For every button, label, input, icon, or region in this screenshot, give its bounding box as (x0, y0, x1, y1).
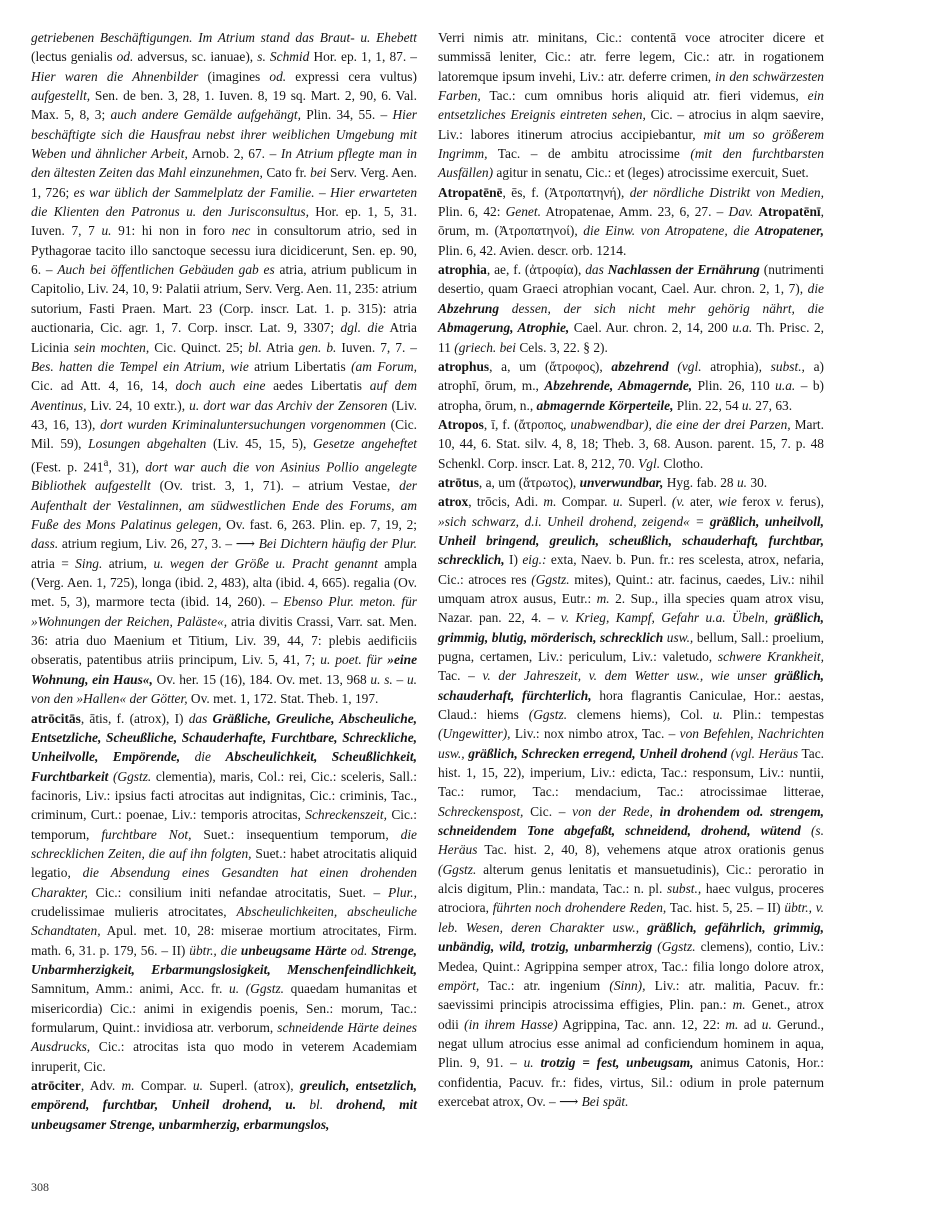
dictionary-entry: atrox, trōcis, Adi. m. Compar. u. Superl. (v. ater, wie ferox v. ferus), »sich schwarz, d.i. Unheil drohend, zeigend« = gräßlich, unheilvoll, Unheil bringend, greulich, scheußlich, schauderhaft, furchtbar, schrecklich, I) eig.: exta, Naev. b. Pun. fr.: res scelesta, atrox, nefaria, Cic.: atroces res (Ggstz. mites), Quint.: atr. facinus, caedes, Liv.: nihil umquam atrox ausus, Eutr.: m. 2. Sup., illa species quam atrox visu, Nazar. pan. 22, 4. – v. Krieg, Kampf, Gefahr u.a. Übeln, gräßlich, grimmig, blutig, mörderisch, schrecklich usw., bellum, Sall.: proelium, pugna, certamen, Liv.: periculum, Liv.: valetudo, schwere Krankheit, Tac. – v. der Jahreszeit, v. dem Wetter usw., wie unser gräßlich, schauderhaft, fürchterlich, hora flagrantis Caniculae, Hor.: aestas, Claud.: hiems (Ggstz. clemens hiems), Col. u. Plin.: tempestas (Ungewitter), Liv.: nox nimbo atrox, Tac. – von Befehlen, Nachrichten usw., gräßlich, Schrecken erregend, Unheil drohend (vgl. Heräus Tac. hist. 1, 15, 22), imperium, Liv.: edicta, Tac.: responsum, Liv.: nuntii, Tac.: rumor, Tac.: mendacium, Tac.: atrocissimae litterae, Schreckenspost, Cic. – von der Rede, in drohendem od. strengem, schneidendem Tone abgefaßt, schneidend, drohend, wütend (s. Heräus Tac. hist. 2, 40, 8), vehemens atque atrox orationis genus (Ggstz. alterum genus lenitatis et mansuetudinis), Cic.: peroratio in alcis digitum, Plin.: mandata, Tac.: n. pl. subst., haec vulgus, proceres atrociora, führten noch drohendere Reden, Tac. hist. 5, 25. – II) übtr., v. leb. Wesen, deren Charakter usw., gräßlich, gefährlich, grimmig, unbändig, wild, trotzig, unbarmherzig (Ggstz. clemens), contio, Liv.: Medea, Quint.: Agrippina semper atrox, Tac.: filia longo dolore atrox, empört, Tac.: atr. ingenium (Sinn), Liv.: atr. malitia, Pacuv. fr.: saevissimi principis atrocissima effigies, Plin. pan.: m. Genet., atrox odii (in ihrem Hasse) Agrippina, Tac. ann. 12, 22: m. ad u. Gerund., negat ullum atrocius esse animal ad conficiendum hominem in aqua, Plin. 9, 91. – u. trotzig = fest, unbeugsam, animus Catonis, Hor.: confidentia, Pacuv. fr.: fides, virtus, Sil.: odium in prole paternum exercebat atrox, Ov. – ⟶ Bei spät. (438, 494, 825, 1109)
right-column (438, 28, 824, 1111)
dictionary-entry: atrōciter, Adv. m. Compar. u. Superl. (atrox), greulich, entsetzlich, empörend, furchtbar, Unheil drohend, u. bl. drohend, mit unbeugsamer Strenge, unbarmherzig, erbarmungslos, (31, 1078, 417, 1132)
dictionary-entry: atrophia, ae, f. (ἀτροφία), das Nachlassen der Ernährung (nutrimenti desertio, quam Graeci atrophian vocant, Cael. Aur. chron. 2, 1, 7), die Abzehrung dessen, der sich nicht mehr gehörig nährt, die Abmagerung, Atrophie, Cael. Aur. chron. 2, 14, 200 u.a. Th. Prisc. 2, 11 (griech. bei Cels. 3, 22. § 2). (438, 262, 825, 355)
left-column (31, 28, 417, 1134)
dictionary-entry: atrōcitās, ātis, f. (atrox), I) das Gräßliche, Greuliche, Abscheuliche, Entsetzliche, Scheußliche, Schauderhafte, Furchtbare, Schreckliche, Unheilvolle, Empörende, die Abscheulichkeit, Scheußlichkeit, Furchtbarkeit (Ggstz. clementia), maris, Col.: rei, Cic.: sceleris, Sall.: facinoris, Liv.: ipsius facti atrocitas aut indignitas, Cic.: criminis, Tac., criminum, Curt.: poenae, Liv.: temporis atrocitas, Schreckenszeit, Cic.: temporum, furchtbare Not, Suet.: insequentium temporum, die schrecklichen Zeiten, die auf ihn folgten, Suet.: habet atrocitatis aliquid legatio, die Absendung eines Gesandten hat einen drohenden Charakter, Cic.: consilium initi nefandae atrocitatis, Suet. – Plur., crudelissimae mulieris atrocitates, Abscheulichkeiten, abscheuliche Schandtaten, Apul. met. 10, 28: miserae mortium atrocitates, Firm. math. 6, 31. p. 179, 56. – II) übtr., die unbeugsame Härte od. Strenge, Unbarmherzigkeit, Erbarmungslosigkeit, Menschenfeindlichkeit, Samnitum, Amm.: animi, Acc. fr. u. (Ggstz. quaedam humanitas et misericordia) Cic.: animi in exigendis poenis, Sen.: morum, Tac.: formularum, Quint.: invidiosa atr. verborum, schneidende Härte deines Ausdrucks, Cic.: atrocitas ista quo modo in veterem Academiam inruperit, Cic. (31, 710, 418, 1074)
dictionary-entry: Atropatēnē, ēs, f. (Ἀτροπατηνή), der nördliche Distrikt von Medien, Plin. 6, 42: Genet. Atropatenae, Amm. 23, 6, 27. – Dav. Atropatēnī, ōrum, m. (Ἀτροπατηνοί), die Einw. von Atropatene, die Atropatener, Plin. 6, 42. Avien. descr. orb. 1214. (438, 184, 824, 258)
dictionary-entry: Verri nimis atr. minitans, Cic.: contentā voce atrociter dicere et summissā leniter, Cic.: atr. ferre legem, Cic.: atr. in rogationem latoremque ipsum invehi, Liv.: atr. deferre crimen, in den schwärzesten Farben, Tac.: cum omnibus horis aliquid atr. fieri videmus, ein entsetzliches Ereignis eintreten sehen, Cic. – atrocius in alqm saevire, Liv.: labores itinerum atrocius accipiebantur, mit um so größerem Ingrimm, Tac. – de ambitu atrocissime (mit den furchtbarsten Ausfällen) agitur in senatu, Cic.: et (leges) atrocissime exercuit, Suet. (438, 30, 825, 181)
page-number: 308 (31, 1180, 49, 1194)
dictionary-entry: getriebenen Beschäftigungen. Im Atrium stand das Braut- u. Ehebett (lectus genialis od. adversus, sc. ianuae), s. Schmid Hor. ep. 1, 1, 87. – Hier waren die Ahnenbilder (imagines od. expressi cera vultus) aufgestellt, Sen. de ben. 3, 28, 1. Iuven. 8, 19 sq. Mart. 2, 90, 6. Val. Max. 5, 8, 3; auch andere Gemälde aufgehängt, Plin. 34, 55. – Hier beschäftigte sich die Hausfrau nebst ihrer weiblichen Umgebung mit Weben und ähnlicher Arbeit, Arnob. 2, 67. – In Atrium pflegte man in den ältesten Zeiten das Mahl einzunehmen, Cato fr. bei Serv. Verg. Aen. 1, 726; es war üblich der Sammelplatz der Familie. – Hier erwarteten die Klienten den Patronus u. den Jurisconsultus, Hor. ep. 1, 5, 31. Iuven. 7, 7 u. 91: hi non in foro nec in consultorum atrio, sed in Pythagorae tacito illo sanctoque secessu iura dicidicerunt, Sen. ep. 90, 6. – Auch bei öffentlichen Gebäuden gab es atria, atrium publicum in Capitolio, Liv. 24, 10, 9: Palatii atrium, Serv. Verg. Aen. 11, 235: atrium sutorium, Fasti Praen. Mart. 23 (Corp. inscr. Lat. 1. p. 315): atria auctionaria, Cic. agr. 1, 7. Corp. inscr. Lat. 9, 3307; dgl. die Atria Licinia sein mochten, Cic. Quinct. 25; bl. Atria gen. b. Iuven. 7, 7. – Bes. hatten die Tempel ein Atrium, wie atrium Libertatis (am Forum, Cic. ad Att. 4, 16, 14, doch auch eine aedes Libertatis auf dem Aventinus, Liv. 24, 10 extr.), u. dort war das Archiv der Zensoren (Liv. 43, 16, 13), dort wurden Kriminaluntersuchungen vorgenommen (Cic. Mil. 59), Losungen abgehalten (Liv. 45, 15, 5), Gesetze angeheftet (Fest. p. 241$^a$, 31), dort war auch die von Asinius Pollio angelegte Bibliothek aufgestellt (Ov. trist. 3, 1, 71). – atrium Vestae, der Aufenthalt der Vestalinnen, am südwestlichen Ende des Forums, am Fuße des Mons Palatinus gelegen, Ov. fast. 6, 263. Plin. ep. 7, 19, 2; dass. atrium regium, Liv. 26, 27, 3. – ⟶ Bei Dichtern häufig der Plur. atria = Sing. atrium, u. wegen der Größe u. Pracht genannt ampla (Verg. Aen. 1, 725), longa (ibid. 2, 483), alta (ibid. 4, 665). regalia (Ov. met. 5, 3), marmore tecta (ibid. 14, 260). – Ebenso Plur. meton. für »Wohnungen der Reichen, Paläste«, atria divitis Crassi, Varr. sat. Men. 36: atria duo Maenium et Titium, Liv. 39, 44, 7: plebis aedificiis obseratis, patentibus atriis principum, Liv. 5, 41, 7; u. poet. für »eine Wohnung, ein Haus«, Ov. her. 15 (16), 184. Ov. met. 13, 968 u. s. – u. von den »Hallen« der Götter, Ov. met. 1, 172. Stat. Theb. 1, 197. (31, 30, 418, 707)
dictionary-entry: atrophus, a, um (ἄτροφος), abzehrend (vgl. atrophia), subst., a) atrophī, ōrum, m., Abzehrende, Abmagernde, Plin. 26, 110 u.a. – b) atropha, ōrum, n., abmagernde Körperteile, Plin. 22, 54 u. 27, 63. (438, 358, 825, 413)
dictionary-entry: atrōtus, a, um (ἄτρωτος), unverwundbar, Hyg. fab. 28 u. 30. (438, 474, 768, 490)
dictionary-entry: Atropos, ī, f. (ἄτροπος, unabwendbar), die eine der drei Parzen, Mart. 10, 44, 6. Stat. silv. 4, 8, 18; Theb. 3, 68. Auson. parent. 15, 7. p. 48 Schenkl. Corp. inscr. Lat. 8, 212, 70. Vgl. Clotho. (438, 416, 825, 471)
